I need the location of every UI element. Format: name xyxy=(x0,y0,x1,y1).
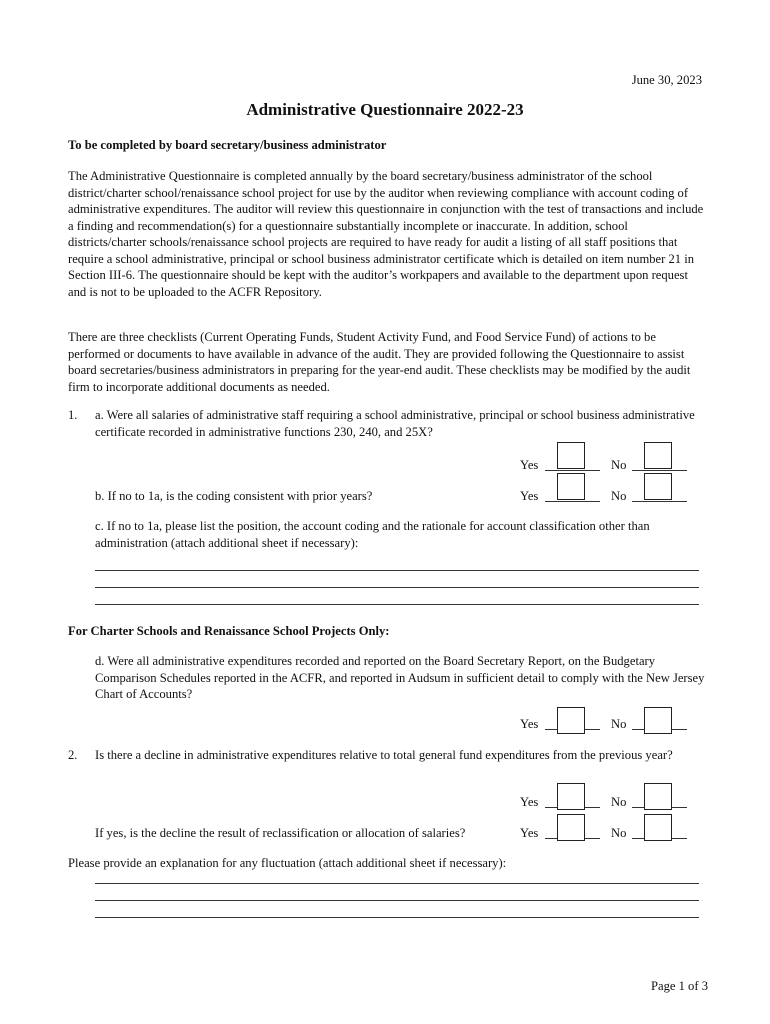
no-checkbox-1a[interactable] xyxy=(644,442,672,469)
no-checkbox-1d[interactable] xyxy=(644,707,672,734)
no-label: No xyxy=(611,717,627,731)
no-checkbox-2-followup[interactable] xyxy=(644,814,672,841)
yes-label: Yes xyxy=(520,489,539,503)
question-1a-text: a. Were all salaries of administrative staff requiring a school administrative, principal or school business administrative certificate recorded in administrative functions 230, 240, and 25X? xyxy=(95,408,695,439)
yes-underline xyxy=(545,470,600,471)
no-label: No xyxy=(611,489,627,503)
charter-schools-heading: For Charter Schools and Renaissance School Projects Only: xyxy=(68,624,390,638)
question-1c-text: c. If no to 1a, please list the position, the account coding and the rationale for account classification other than administration (attach additional sheet if necessary): xyxy=(95,519,650,550)
checklists-paragraph: There are three checklists (Current Operating Funds, Student Activity Fund, and Food Service Fund) of actions to be performed or documents to have available in advance of the audit. They are provided following the Questionnaire to assist board secretaries/business administrators in preparing for the year-end audit. These checklists may be modified by the audit firm to incorporate additional documents as needed. xyxy=(68,330,691,394)
document-date: June 30, 2023 xyxy=(631,73,702,87)
yes-label: Yes xyxy=(520,826,539,840)
no-label: No xyxy=(611,826,627,840)
question-2-text: Is there a decline in administrative expenditures relative to total general fund expenditures from the previous year? xyxy=(95,748,673,762)
no-label: No xyxy=(611,795,627,809)
yes-underline xyxy=(545,501,600,502)
question-1d-text: d. Were all administrative expenditures recorded and reported on the Board Secretary Report, on the Budgetary Comparison Schedules reported in the ACFR, and reported in Audsum in sufficient detail to comply with the New Jersey Chart of Accounts? xyxy=(95,654,705,701)
yes-label: Yes xyxy=(520,717,539,731)
page-title: Administrative Questionnaire 2022-23 xyxy=(246,100,524,119)
explanation-line-3[interactable] xyxy=(95,917,699,918)
subheading: To be completed by board secretary/business administrator xyxy=(68,138,387,152)
question-number-1: 1. xyxy=(68,408,78,422)
page-number: Page 1 of 3 xyxy=(650,979,708,993)
no-checkbox-1b[interactable] xyxy=(644,473,672,500)
no-underline xyxy=(632,470,687,471)
yes-checkbox-1a[interactable] xyxy=(557,442,585,469)
yes-checkbox-2-followup[interactable] xyxy=(557,814,585,841)
explanation-line-1[interactable] xyxy=(95,883,699,884)
answer-line-1c-2[interactable] xyxy=(95,587,699,588)
question-1b-text: b. If no to 1a, is the coding consistent with prior years? xyxy=(95,489,373,503)
yes-checkbox-2[interactable] xyxy=(557,783,585,810)
question-number-2: 2. xyxy=(68,748,78,762)
question-2-followup-text: If yes, is the decline the result of reclassification or allocation of salaries? xyxy=(95,826,466,840)
explanation-line-2[interactable] xyxy=(95,900,699,901)
no-underline xyxy=(632,501,687,502)
answer-line-1c-3[interactable] xyxy=(95,604,699,605)
yes-checkbox-1d[interactable] xyxy=(557,707,585,734)
intro-paragraph: The Administrative Questionnaire is completed annually by the board secretary/business administrator of the school district/charter school/renaissance school project for use by the auditor when reviewing compliance with account coding of administrative expenditures. The auditor will review this questionnaire in conjunction with the test of transactions and include a finding and recommendation(s) for a questionnaire substantially incomplete or inaccurate. In addition, school districts/charter schools/renaissance school projects are required to have ready for audit a listing of all staff positions that require a school administrative, principal or school business administrator certificate which is detailed on item number 21 in Section III-6. The questionnaire should be kept with the auditor’s workpapers and available to the department upon request and is not to be uploaded to the ACFR Repository. xyxy=(68,169,704,299)
yes-label: Yes xyxy=(520,795,539,809)
no-label: No xyxy=(611,458,627,472)
no-checkbox-2[interactable] xyxy=(644,783,672,810)
yes-checkbox-1b[interactable] xyxy=(557,473,585,500)
explanation-prompt: Please provide an explanation for any fluctuation (attach additional sheet if necessary): xyxy=(68,856,507,870)
yes-label: Yes xyxy=(520,458,539,472)
answer-line-1c-1[interactable] xyxy=(95,570,699,571)
